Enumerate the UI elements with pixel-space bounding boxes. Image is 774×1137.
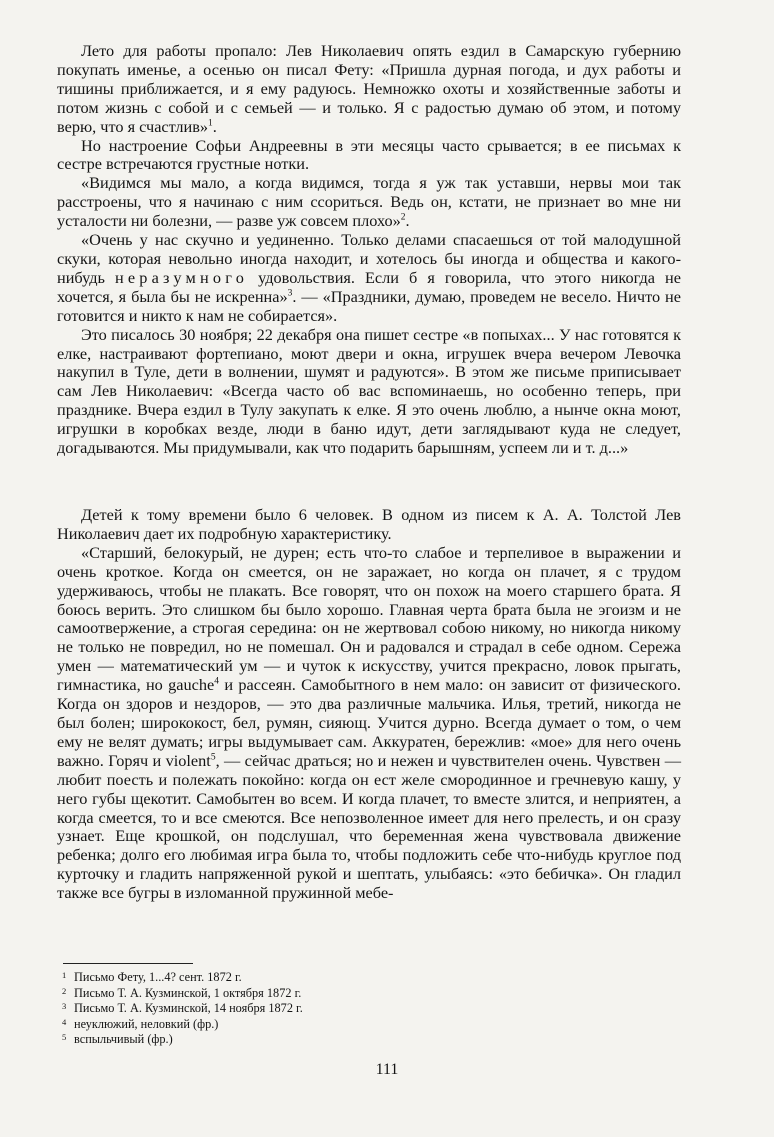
footnote xyxy=(62,986,622,1002)
text-block-children xyxy=(57,506,681,903)
paragraph-text: . xyxy=(212,116,217,136)
footnote-number: 2 xyxy=(62,985,67,996)
paragraph xyxy=(57,174,681,231)
paragraph-text: «Очень у нас скучно и уединенно. Только делами спасаешься от той малодушной скуки, которая невольно иногда находит, и хотелось бы иногда и общества и какого-нибудь xyxy=(57,230,681,287)
footnote-number: 1 xyxy=(62,970,67,980)
page-number: 111 xyxy=(375,1061,399,1078)
footnote-ref: 3 xyxy=(287,288,293,299)
paragraph-text: и рассеян. Самобытного в нем мало: он зависит от физического. Когда он здоров и нездоров, — это два различные мальчика. Илья, третий, никогда не был болен; ширококост, бел, румян, сияющ. Учится дурно. Всегда думает о том, о чем ему не велят думать; игры выдумывает сам. Аккуратен, бережлив: «мое» для него очень важно. Горяч и violent xyxy=(57,675,682,770)
footnote-number: 5 xyxy=(62,1032,67,1043)
paragraph: Но настроение Софьи Андреевны в эти месяцы часто срывается; в ее письмах к сестре встречаются грустные нотки. xyxy=(57,135,681,174)
footnote-text: Письмо Т. А. Кузминской, 1 октября 1872 г. xyxy=(74,985,302,1000)
paragraph-text: «Видимся мы мало, а когда видимся, тогда я уж так уставши, нервы мои так расстроены, что я начинаю с ним ссориться. Ведь он, кстати, не признает во мне ни усталости ни болезни, — разве уж совсем плохо» xyxy=(57,173,681,231)
footnote-ref: 4 xyxy=(214,676,219,687)
paragraph-text: , — сейчас драться; но и нежен и чувствителен очень. Чувствен — любит поесть и полежать покойно: когда он ест желе смородинное и гречневую кашу, у него губы щекотит. Самобытен во всем. И когда плачет, то вместе злится, и неприятен, а когда смеется, то и все смеются. Все непозволенное имеет для него прелесть, и он сразу узнает. Еще крошкой, он подслушал, что беременная жена чувствовала движение ребенка; долго его любимая игра была то, чтобы подложить себе что-нибудь круглое под курточку и гладить напряженной рукой и шептать, улыбаясь: «это бебичка». Он гладил также все бугры в изломанной пружинной мебе- xyxy=(57,750,681,903)
paragraph xyxy=(57,544,681,903)
footnote xyxy=(62,1001,622,1017)
footnote-ref: 2 xyxy=(400,212,406,223)
spaced-emphasis: неразумного xyxy=(114,267,249,287)
paragraph: Детей к тому времени было 6 человек. В одном из писем к А. А. Толстой Лев Николаевич дает их подробную характеристику. xyxy=(57,505,681,543)
footnote-number: 4 xyxy=(62,1016,67,1027)
paragraph-text: «Старший, белокурый, не дурен; есть что-то слабое и терпеливое в выражении и очень кроткое. Когда он смеется, он не заражает, но когда он плачет, я с трудом удерживаюсь, чтобы не плакать. Все говорят, что он похож на моего старшего брата. Я боюсь верить. Это слишком бы было хорошо. Главная черта брата была не эгоизм и не самоотвержение, а строгая середина: он не жертвовал собою никому, но никогда никому не только не повредил, но не помешал. Он и радовался и страдал в себе одном. Сережа умен — математический ум — и чуток к искусству, учится прекрасно, ловок прыгать, гимнастика, но gauche xyxy=(57,542,681,695)
footnote xyxy=(62,970,622,986)
footnote-text: вспыльчивый (фр.) xyxy=(74,1032,173,1047)
paragraph xyxy=(57,231,681,326)
footnote-text: Письмо Фету, 1...4? сент. 1872 г. xyxy=(74,970,242,984)
paragraph-text: . — «Праздники, думаю, проведем не весело. Ничто не готовится и никто к нам не собирается». xyxy=(57,286,681,325)
paragraph-text: . xyxy=(405,211,410,231)
footnote-ref: 5 xyxy=(210,752,216,763)
footnote-ref: 1 xyxy=(208,118,213,129)
footnote xyxy=(62,1032,622,1048)
paragraph xyxy=(57,42,681,137)
footnote-number: 3 xyxy=(62,1001,67,1012)
footnote-text: Письмо Т. А. Кузминской, 14 ноября 1872 г. xyxy=(74,1001,303,1016)
paragraph-text: Лето для работы пропало: Лев Николаевич опять ездил в Самарскую губернию покупать именье, а осенью он писал Фету: «Пришла дурная погода, и дух работы и тишины приближается, и я ему радуюсь. Немножко охоты и хозяйственные заботы и потом жизнь с собой и с семьей — и только. Я с радостью думаю об этом, и потому верю, что я счастлив» xyxy=(57,41,681,136)
footnote-divider xyxy=(63,963,193,964)
footnotes xyxy=(62,970,622,1048)
footnote-text: неуклюжий, неловкий (фр.) xyxy=(74,1016,219,1031)
text-block-letters xyxy=(57,42,681,458)
footnote xyxy=(62,1017,622,1033)
paragraph: Это писалось 30 ноября; 22 декабря она пишет сестре «в попыхах... У нас готовятся к елке, настраивают фортепиано, моют двери и окна, игрушек вчера вечером Левочка накупил в Туле, дети в волнении, шумят и радуются». В этом же письме приписывает сам Лев Николаевич: «Всегда часто об вас вспоминаешь, но особенно теперь, при празднике. Вчера ездил в Тулу закупать к елке. Я это очень люблю, а нынче окна моют, игрушки в коробках везде, люди в баню идут, дети заглядывают куда не следует, догадываются. Мы придумывали, как что подарить барышням, успеем ли и т. д...» xyxy=(57,324,681,458)
paragraph-text: удовольствия. Если б я говорила, что этого никогда не хочется, я была бы не искренна» xyxy=(57,267,682,306)
